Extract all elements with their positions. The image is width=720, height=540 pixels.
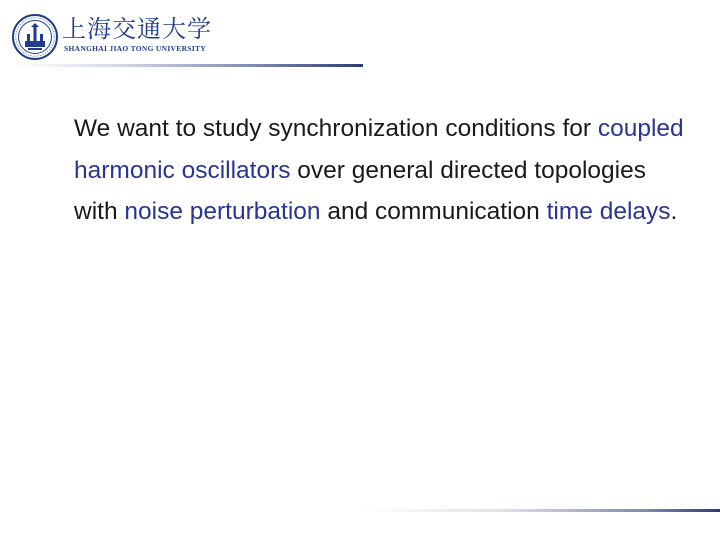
slide-body-text: [74, 108, 694, 233]
university-english-name: SHANGHAI JIAO TONG UNIVERSITY: [64, 44, 206, 53]
university-seal-icon: [12, 14, 58, 60]
body-text-period: .: [670, 198, 678, 225]
body-text-segment: We want to study synchronization conditions for: [74, 115, 598, 142]
body-text-segment: and communication: [320, 198, 547, 225]
footer-divider: [360, 509, 720, 512]
university-logo: [12, 14, 212, 60]
header-divider: [14, 64, 363, 67]
highlight-coupled-oscillators: coupled harmonic oscillators: [74, 115, 684, 184]
highlight-time-delays: time delays: [546, 198, 671, 225]
body-text-segment: over general directed topologies with: [74, 156, 646, 225]
university-chinese-name: 上海交通大学: [62, 15, 212, 43]
highlight-noise-perturbation: noise perturbation: [124, 198, 321, 225]
